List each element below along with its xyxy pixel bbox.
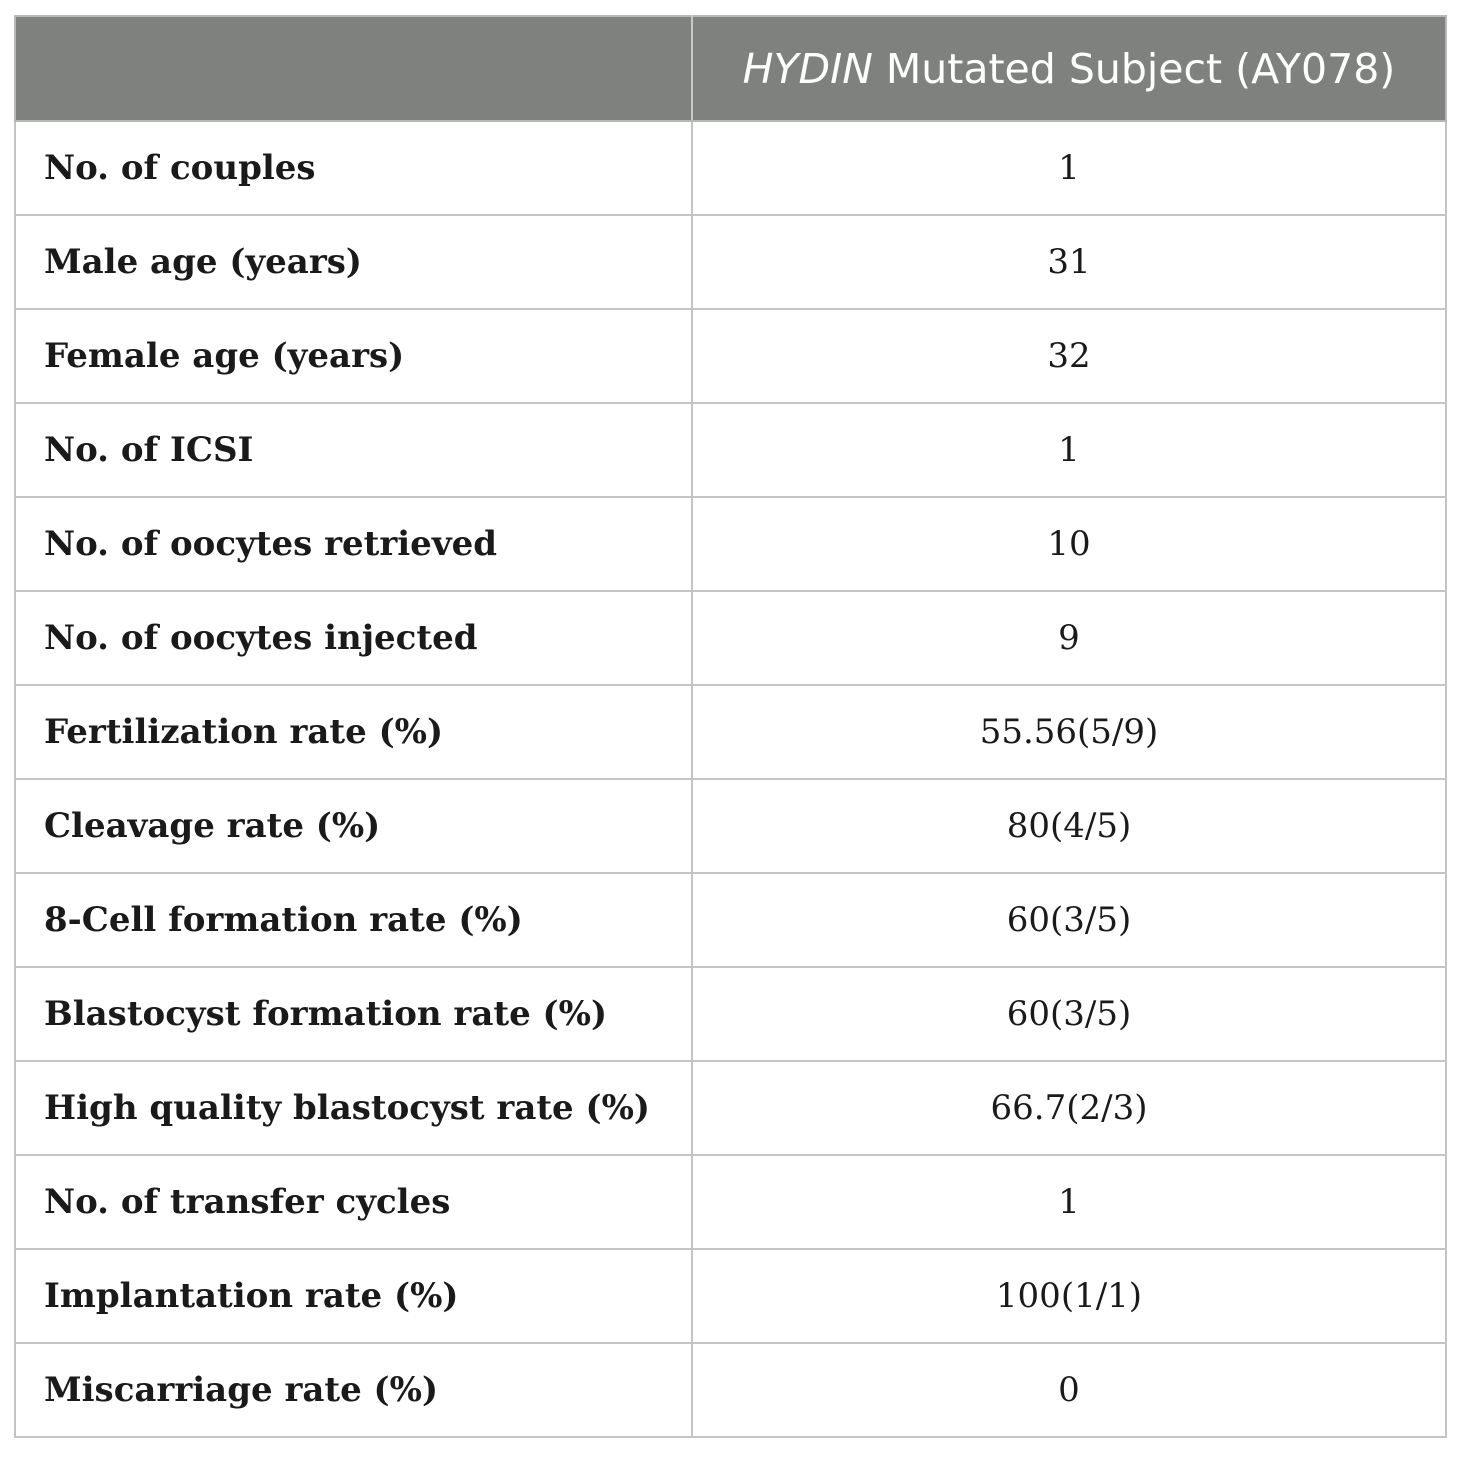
row-value: 0 (692, 1343, 1446, 1437)
row-value: 10 (692, 497, 1446, 591)
row-value: 1 (692, 1155, 1446, 1249)
row-value: 80(4/5) (692, 779, 1446, 873)
data-table (14, 15, 1447, 1438)
row-label: No. of oocytes injected (15, 591, 692, 685)
row-value: 32 (692, 309, 1446, 403)
table-row (15, 309, 1446, 403)
row-label: No. of transfer cycles (15, 1155, 692, 1249)
row-value: 1 (692, 121, 1446, 215)
row-label: Fertilization rate (%) (15, 685, 692, 779)
table-header (15, 16, 1446, 121)
row-value: 1 (692, 403, 1446, 497)
table-row (15, 497, 1446, 591)
table-row (15, 1061, 1446, 1155)
table-row (15, 779, 1446, 873)
table-row (15, 403, 1446, 497)
header-row (15, 16, 1446, 121)
table-row (15, 1249, 1446, 1343)
row-label: Male age (years) (15, 215, 692, 309)
row-value: 66.7(2/3) (692, 1061, 1446, 1155)
table-row (15, 1343, 1446, 1437)
table-row (15, 873, 1446, 967)
row-label: No. of couples (15, 121, 692, 215)
header-gene-name: HYDIN (742, 44, 873, 93)
table-row (15, 1155, 1446, 1249)
row-label: Miscarriage rate (%) (15, 1343, 692, 1437)
row-label: 8-Cell formation rate (%) (15, 873, 692, 967)
row-label: Blastocyst formation rate (%) (15, 967, 692, 1061)
table-body (15, 121, 1446, 1437)
row-value: 60(3/5) (692, 873, 1446, 967)
header-subject-label: Mutated Subject (AY078) (872, 44, 1396, 93)
table-row (15, 591, 1446, 685)
row-label: Implantation rate (%) (15, 1249, 692, 1343)
row-label: Female age (years) (15, 309, 692, 403)
row-label: Cleavage rate (%) (15, 779, 692, 873)
row-value: 9 (692, 591, 1446, 685)
table-row (15, 121, 1446, 215)
header-subject-cell (692, 16, 1446, 121)
row-value: 60(3/5) (692, 967, 1446, 1061)
header-corner-cell (15, 16, 692, 121)
row-label: High quality blastocyst rate (%) (15, 1061, 692, 1155)
table-row (15, 967, 1446, 1061)
row-value: 100(1/1) (692, 1249, 1446, 1343)
row-value: 55.56(5/9) (692, 685, 1446, 779)
table-row (15, 215, 1446, 309)
row-label: No. of oocytes retrieved (15, 497, 692, 591)
row-label: No. of ICSI (15, 403, 692, 497)
row-value: 31 (692, 215, 1446, 309)
table-row (15, 685, 1446, 779)
